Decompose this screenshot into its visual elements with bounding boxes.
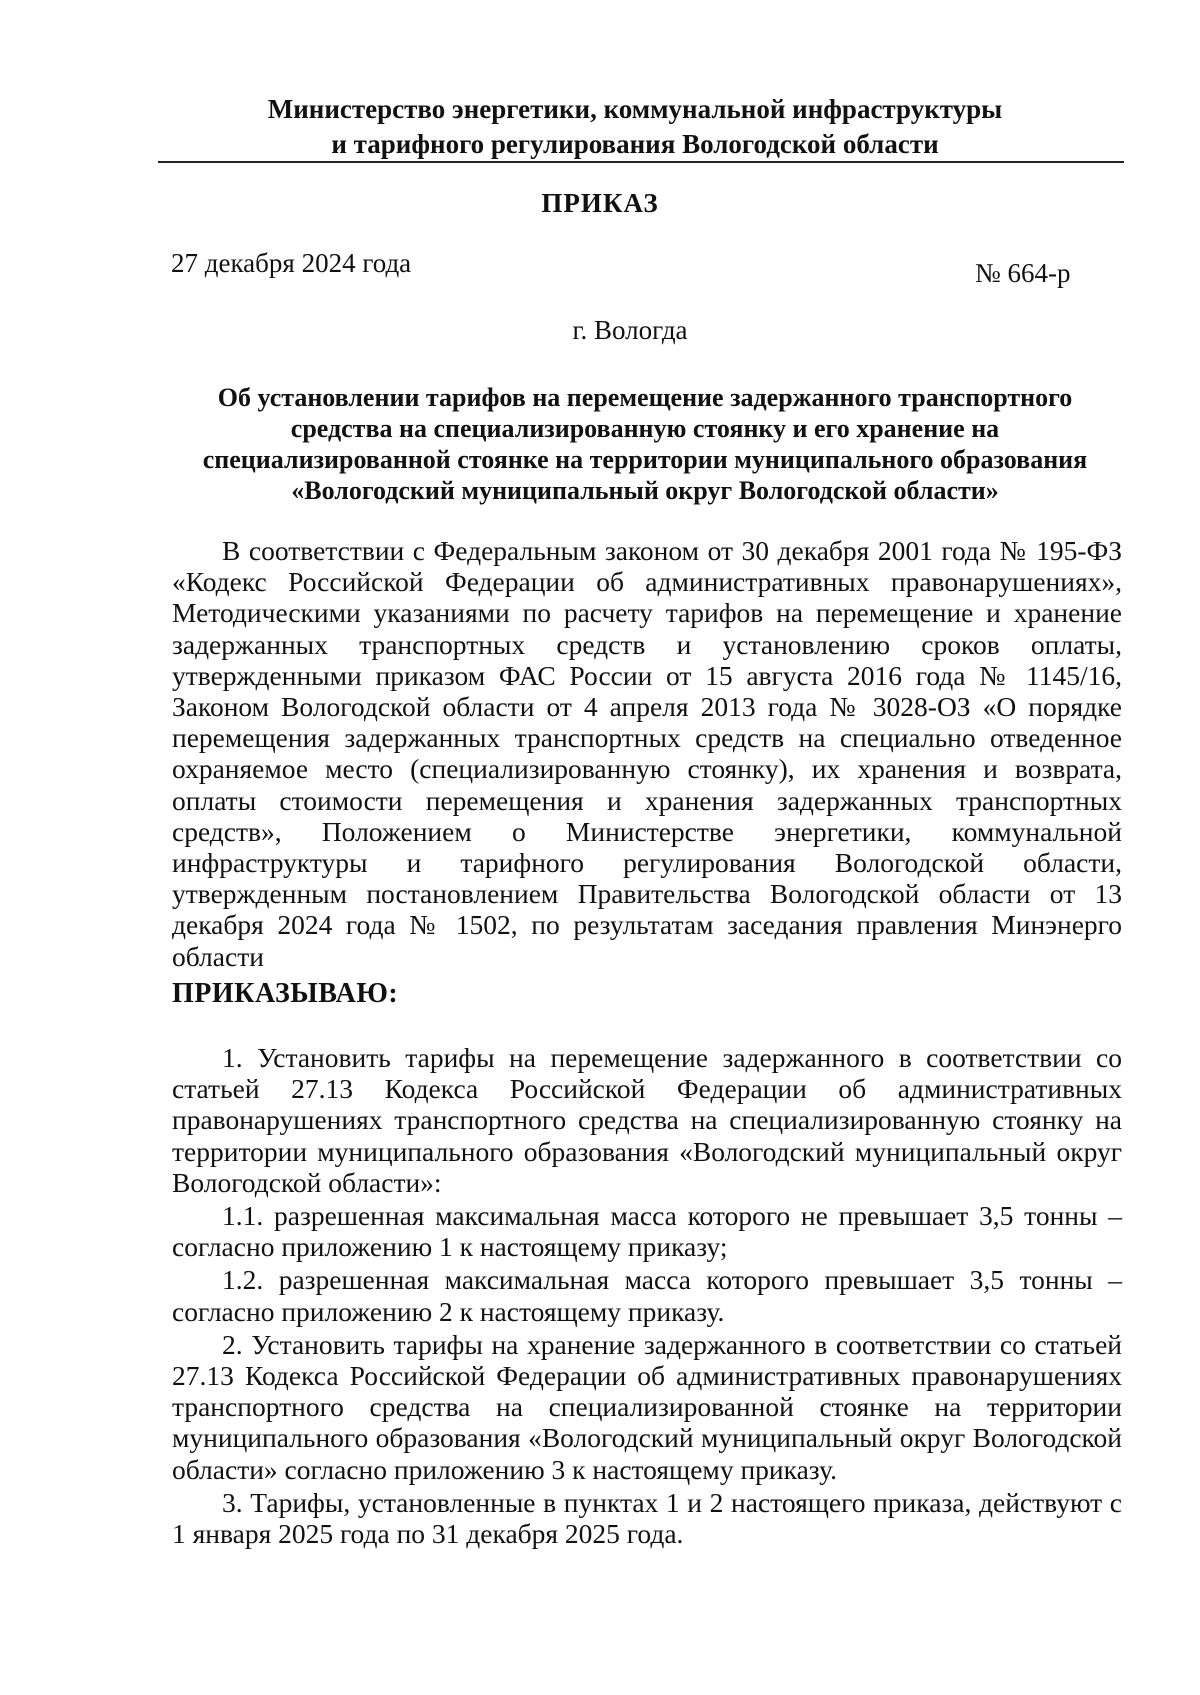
- header-divider: [158, 161, 1124, 163]
- ministry-name-line-1: Министерство энергетики, коммунальной инфраструктуры: [267, 94, 1003, 124]
- document-title: ПРИКАЗ: [541, 188, 659, 218]
- subject-line-1: Об установлении тарифов на перемещение задержанного транспортного: [217, 383, 1073, 412]
- document-subject: [170, 382, 1120, 506]
- order-item-3: 3. Тарифы, установленные в пунктах 1 и 2 настоящего приказа, действуют с 1 января 2025 года по 31 декабря 2025 года.: [172, 1486, 1122, 1550]
- order-item-1-2: 1.2. разрешенная максимальная масса которого превышает 3,5 тонны – согласно приложению 2 к настоящему приказу.: [172, 1264, 1122, 1327]
- ministry-name-line-2: и тарифного регулирования Вологодской области: [331, 129, 939, 159]
- subject-line-2: средства на специализированную стоянку и его хранение на: [290, 414, 1000, 443]
- preamble-paragraph: В соответствии с Федеральным законом от 30 декабря 2001 года № 195-ФЗ «Кодекс Российской Федерации об административных правонарушениях», Методическими указаниями по расчету тарифов на перемещение и хранение задержанных транспортных средств и установлению сроков оплаты, утвержденными приказом ФАС России от 15 августа 2016 года № 1145/16, Законом Вологодской области от 4 апреля 2013 года № 3028-ОЗ «О порядке перемещения задержанных транспортных средств на специально отведенное охраняемое место (специализированную стоянку), их хранения и возврата, оплаты стоимости перемещения и хранения задержанных транспортных средств», Положением о Министерстве энергетики, коммунальной инфраструктуры и тарифного регулирования Вологодской области, утвержденным постановлением Правительства Вологодской области от 13 декабря 2024 года № 1502, по результатам заседания правления Минэнерго области: [172, 535, 1122, 972]
- order-directive: ПРИКАЗЫВАЮ:: [172, 978, 399, 1009]
- order-items: [172, 1042, 1122, 1551]
- order-item-1-1: 1.1. разрешенная максимальная масса которого не превышает 3,5 тонны – согласно приложению 1 к настоящему приказу;: [172, 1200, 1122, 1263]
- document-city: г. Вологда: [572, 315, 688, 345]
- subject-line-3: специализированной стоянке на территории муниципального образования: [202, 445, 1088, 474]
- document-number: № 664-р: [975, 258, 1071, 288]
- order-item-1: 1. Установить тарифы на перемещение задержанного в соответствии со статьей 27.13 Кодекса Российской Федерации об административных правонарушениях транспортного средства на специализированную стоянку на территории муниципального образования «Вологодский муниципальный округ Вологодской области»:: [172, 1042, 1122, 1198]
- subject-line-4: «Вологодский муниципальный округ Вологодской области»: [291, 476, 999, 505]
- order-item-2: 2. Установить тарифы на хранение задержанного в соответствии со статьей 27.13 Кодекса Российской Федерации об административных правонарушениях транспортного средства на специализированной стоянке на территории муниципального образования «Вологодский муниципальный округ Вологодской области» согласно приложению 3 к настоящему приказу.: [172, 1328, 1122, 1485]
- ministry-header: [150, 92, 1080, 162]
- document-date: 27 декабря 2024 года: [171, 248, 412, 278]
